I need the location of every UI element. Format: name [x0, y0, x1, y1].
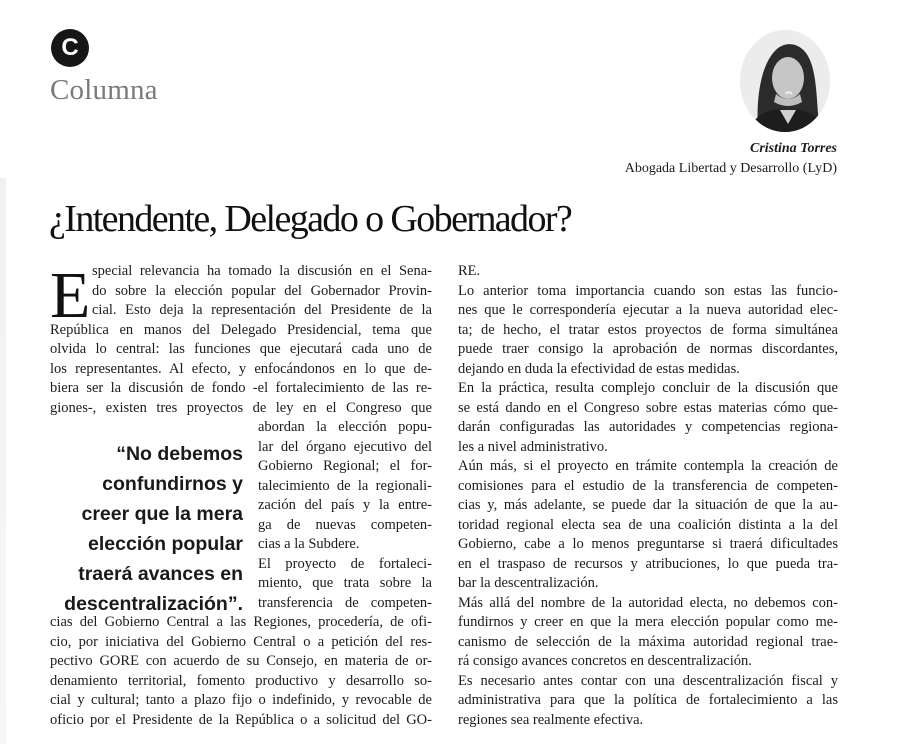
text-line: administrativa para que la política de fortalecimiento a las [458, 692, 838, 708]
text-line: Lo anterior toma importancia cuando son estas las funcio- [458, 282, 838, 299]
text-line: giones-, existen tres proyectos de ley en el Congreso que [50, 399, 432, 416]
text-line: rá consigo avances concretos en descentralización. [458, 653, 752, 669]
text-line: denamiento territorial, fomento productivo y desarrollo so- [50, 672, 432, 689]
text-line: biera ser la discusión de fondo -el fortalecimiento de las re- [50, 380, 432, 396]
text-line: ta; de hecho, el tratar estos proyectos de forma simultánea [458, 321, 838, 338]
text-line: oficio por el Presidente de la República o a solicitud del GO- [50, 711, 432, 728]
text-line: do sobre la elección popular del Gobernador Provin- [92, 282, 432, 299]
text-line: olvida lo central: las funciones que ejecutará cada uno de [50, 341, 432, 357]
text-line: cial y cultural; tanto a plazo fijo o indefinido, y revocable de [50, 692, 432, 708]
column-one-top [50, 259, 432, 418]
pull-quote-line: elección popular [88, 533, 243, 555]
text-line: puede traer consigo la aprobación de normas discordantes, [458, 341, 838, 357]
text-line: canismo de selección de la máxima autoridad regional trae- [458, 633, 838, 650]
text-line: abordan la elección popu- [258, 419, 432, 435]
pull-quote-line: “No debemos [116, 443, 243, 465]
text-line: talecimiento de la regionali- [258, 477, 432, 494]
drop-cap: E [50, 259, 91, 332]
pull-quote-line: confundirnos y [102, 473, 243, 495]
text-line: toridad regional electa sea de una coalición distinta a la del [458, 516, 838, 533]
text-line: miento, que trata sobre la [258, 575, 432, 591]
section-title: Columna [50, 74, 158, 106]
text-line: special relevancia ha tomado la discusión en el Sena- [92, 263, 432, 279]
text-line: les a nivel administrativo. [458, 438, 608, 455]
column-badge: C [51, 29, 89, 67]
pull-quote-line: descentralización”. [64, 593, 243, 615]
text-line: dejando en duda la efectividad de estas medidas. [458, 360, 740, 377]
column-one-middle [258, 418, 432, 613]
text-line: Gobierno Regional; el for- [258, 458, 432, 474]
text-line: ga de nuevas competen- [258, 516, 432, 533]
author-portrait-icon [740, 30, 830, 132]
pull-quote-line: creer que la mera [81, 503, 243, 525]
text-line: regiones sea realmente efectiva. [458, 711, 644, 728]
text-line: Aún más, si el proyecto en trámite contempla la creación de [458, 458, 838, 474]
column-one-bottom [50, 613, 432, 730]
text-line: cio, por iniciativa del Gobierno Central o a petición del res- [50, 633, 432, 650]
text-line: lar del órgano ejecutivo del [258, 438, 432, 455]
text-line: cias a la Subdere. [258, 536, 360, 552]
text-line: fundirnos y creer en que la mera elección popular como me- [458, 614, 838, 630]
text-line: cial. Esto deja la representación del Presidente de la [92, 302, 432, 318]
text-line: se está dando en el Congreso sobre estas materias cómo que- [458, 399, 838, 416]
text-line: En la práctica, resulta complejo concluir de la discusión que [458, 380, 838, 396]
column-two [458, 262, 838, 730]
pull-quote-line: traerá avances en [78, 563, 243, 585]
text-line: cias del Gobierno Central a las Regiones, procedería, de ofi- [50, 614, 432, 630]
article-title: ¿Intendente, Delegado o Gobernador? [49, 198, 572, 240]
text-line: zación del país y la entre- [258, 497, 432, 513]
pull-quote [50, 439, 243, 619]
text-line: nes que le correspondería ejecutar a la nueva autoridad elec- [458, 302, 838, 318]
text-line: bar la descentralización. [458, 575, 599, 591]
page-edge-shadow [0, 178, 6, 744]
text-line: República en manos del Delegado Presidencial, tema que [50, 321, 432, 338]
text-line: los representantes. Al efecto, y enfocándonos en lo que de- [50, 360, 432, 377]
text-line: pectivo GORE con acuerdo de su Consejo, en materia de or- [50, 653, 432, 669]
text-line: cias y, más adelante, se puede dar la situación de que la au- [458, 497, 838, 513]
author-name: Cristina Torres [749, 141, 837, 156]
text-line: El proyecto de fortaleci- [258, 555, 432, 572]
text-line: transferencia de competen- [258, 594, 432, 611]
author-role: Abogada Libertad y Desarrollo (LyD) [624, 161, 837, 176]
text-line: RE. [458, 263, 481, 279]
text-line: en el traspaso de recursos y atribuciones, lo que pueda tra- [458, 555, 838, 572]
text-line: Gobierno, cabe a lo menos preguntarse si traerá dificultades [458, 536, 838, 552]
text-line: comisiones para el estudio de la transferencia de competen- [458, 477, 838, 494]
text-line: darán configuradas las autoridades y competencias regiona- [458, 419, 838, 435]
text-line: Más allá del nombre de la autoridad electa, no debemos con- [458, 594, 838, 611]
text-line: Es necesario antes contar con una descentralización fiscal y [458, 672, 838, 689]
